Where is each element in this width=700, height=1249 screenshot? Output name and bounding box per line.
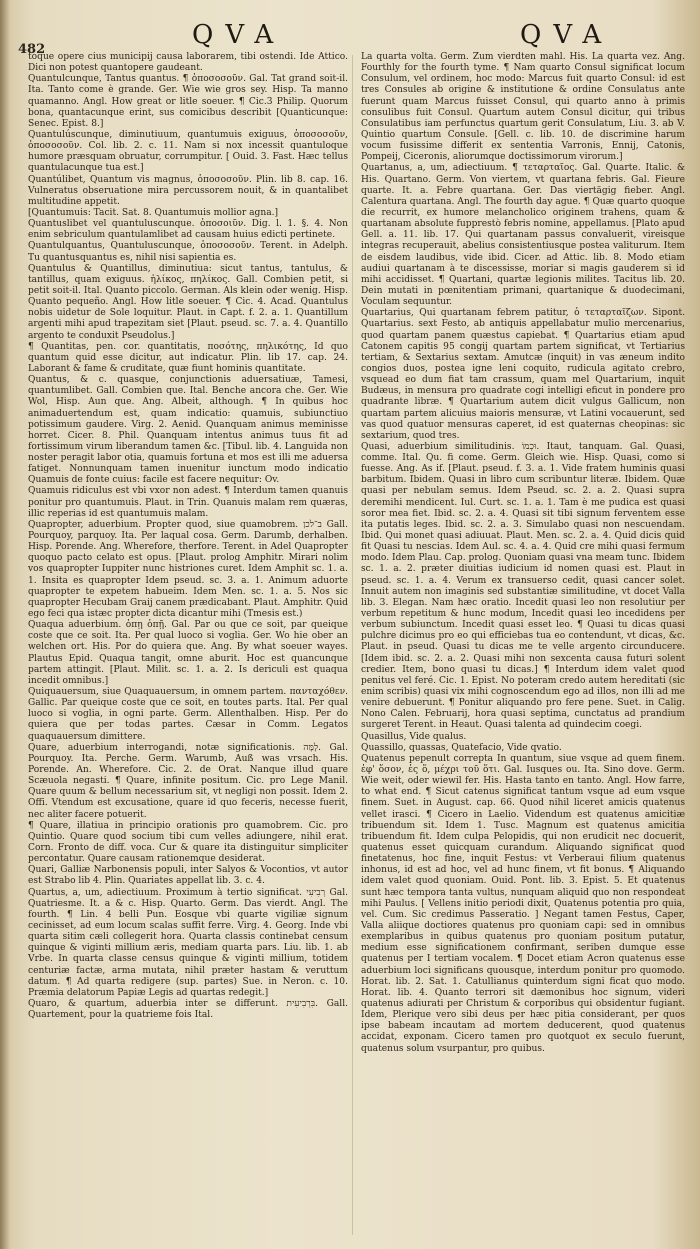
dictionary-entry: Quantus, & c. quasque, conjunctionis aduersatiuæ, Tamesi, quantumlibet. Gall. Combien que. Ital. Benche ancora che. Ger. Wie Wol, Hisp. Aun que. Ang. Albeit, although. ¶ In quibus hoc animaduertendum est, quam indicatio: quamuis, subiunctiuo potissimum gaudere. Virg. 2. Aenid. Quanquam animus meminisse horret. Cicer. 8. Phil. Quanquam intentus animus tuus fit ad fortissimum virum liberandum tamen &c. [Tibul. lib. 4. Languida non noster peragit labor otia, quamuis fortuna et mos est illi me aduersa fatiget. Nonnunquam tamen inuenitur iunctum modo indicatio Quamuis de fonte cuius: facile est facere nequitur: Ov.: [28, 375, 348, 486]
right-column: [361, 52, 685, 1242]
dictionary-entry: [Quantumuis: Tacit. Sat. 8. Quantumuis mollior agna.]: [28, 207, 279, 218]
dictionary-entry: Quassillo, quassas, Quatefacio, Vide qvatio.: [361, 742, 562, 753]
dictionary-entry: Quartus, a, um, adiectiuum. Proximum à tertio significat. רְבִיעִי Gal. Quatriesme. It. a & c. Hisp. Quarto. Germ. Das vierdt. Angl. The fourth. ¶ Lin. 4 belli Pun. Eosque vbi quarte vigiliæ signum cecinisset, ad eum locum scalas suffit ferre. Virg. 4. Georg. Inde vbi quarta sitim cæli collegerit hora. Quarta classis continebat censum quinque & viginti millium æris, mediam quarta pars. Liu. lib. 1. ab Vrbe. In quarta classe census quinque & viginti millium, totidem centuriæ factæ, arma mutata, nihil præter hastam & veruttum datum. ¶ Ad quarta redigere (sup. partes) Sue. in Neron. c. 10. Præmia delatorum Papiæ Legis ad quartas redegit.]: [28, 887, 348, 998]
dictionary-entry: toque opere cius municipij causa laborarem, tibi ostendi. Ide Attico. Dici non potest quantopere gaudeant.: [28, 52, 348, 74]
dictionary-entry: Quamuis ridiculus est vbi vxor non adest. ¶ Interdum tamen quanuis ponitur pro quantumuis. Plaut. in Trin. Quanuis malam rem quæras, illic reperias id est quantumuis malam.: [28, 486, 348, 519]
dictionary-entry: Quartarius, Qui quartanam febrem patitur, ὁ τεταρταῖζων. Sipont. Quartarius. sext Festo, ab antiquis appellabatur mulio mercenarius, quod quartam panem quæstus capiebat. ¶ Quartarius etiam apud Catonem capitis 95 congij quartam partem significat, vt Tertiarius tertiam, & Sextarius sextam. Amutcæ (inquit) in vas æneum indito congios duos, postea igne leni coquito, rudicula agitato crebro, vsquead eo dum fiat tam crassum, quam mel Quartarium, inquit Budæus, in mensura pro quadrate cogi intelligi eficut in pondere pro quadrante libræ. ¶ Quartarium autem dicit vulgus Gallicum, non quartam partem alicuius maioris mensuræ, vt Latini vocauerunt, sed vas quod quatuor mensuras caperet, id est quaternas cheopinas: sic sextarium, quod tres.: [361, 308, 685, 441]
page-number: 482: [18, 42, 46, 57]
dictionary-entry: Quaqua aduerbium. ὁπῃ ὁπῇ. Gal. Par ou que ce soit, par queique coste que ce soit. Ita. Per qual luoco si voglia. Ger. Wo hie ober an welchen ort. His. Por do quiera que. Ang. By what soeuer wayes. Plautus Epid. Quaqua tangit, omne aburit. Hoc est quancunque partem attingit. [Plaut. Milit. sc. 1. a. 2. Is dericuli est quaqua incedit omnibus.]: [28, 620, 348, 686]
dictionary-entry: Quantulúscunque, diminutiuum, quantumuis exiguus, ὁποσοσοῦν, ὁποσοσοῦν. Col. lib. 2. c. 11. Nam si nox incessit quantuloque humore præsquam obruatur, corrumpitur. [ Ouid. 3. Fast. Hæc tellus quantulacunque tua est.]: [28, 129, 348, 174]
dictionary-entry: Quantuslibet vel quantuluscunque. ὁποσοιῦν. Dig. l. 1. §. 4. Non enim sebriculum quantulamlibet ad causam huius edicti pertinete.: [28, 219, 348, 241]
dictionary-entry: La quarta volta. Germ. Zum vierdten mahl. His. La quarta vez. Ang. Fourthly for the fourth tyme. ¶ Nam quarto Consul significat locum Consulum, vel ordinem, hoc modo: Marcus fuit quarto Consul: id est tres Consules ab origine & institutione & ordine Consulatus ante fuerunt quam Marcus fuisset Consul, qui quarto anno à primis consulibus fuit Consul. Quartum autem Consul dicitur, qui tribus Consulatibus iam perfunctus quartum gerit Consulatum, Liu. 3. ab V. Quintio quartum Consule. [Gell. c. lib. 10. de discrimine harum vocum fusissime differit ex sententia Varronis, Ennij, Catonis, Pompeij, Ciceronis, aliorumque doctissimorum virorum.]: [361, 52, 685, 163]
dictionary-entry: Quantulcunque, Tantus quantus. ¶ ὁποσοσοῦν. Gal. Tat grand soit-il. Ita. Tanto come è grande. Ger. Wie wie gros sey. Hisp. Ta manno quamanno. Angl. How great or litle soeuer. ¶ Cic.3 Philip. Quorum bona, quantacunque erint, sus comicibus describit [Quanticunque: Senec. Epist. 8.]: [28, 74, 348, 129]
running-head-right: QVA: [520, 20, 614, 50]
column-divider: [352, 55, 353, 1235]
dictionary-entry: Quapropter, aduerbium. Propter quod, siue quamobrem. ב־לכן Gall. Pourquoy, parquoy. Ita. Per laqual cosa. Germ. Darumb, derhalben. Hisp. Porende. Ang. Wherefore, therfore. Terent. in Adel Quapropter quoquo pacto celato est opus. [Plaut. prolog Amphitr. Mirari nolim vos quapropter Iuppiter nunc histriones curet. Idem Amphit sc. 1. a. 1. Insita es quapropter Idem pseud. sc. 3. a. 1. Animum aduorte quapropter te expetem habueim. Idem Men. sc. 1. a. 5. Nos sic quapropter Hecubam Graij canem prædicabant. Plaut. Amphitr. Quid ego feci qua istæc propter dicta dicantur mihi (Tmesis est.): [28, 519, 348, 620]
dictionary-entry: Quatenus pepenult correpta In quantum, siue vsque ad quem finem. ἐφ' ὅσον, ἐς ὅ, μέχρι τοῦ ὅτι. Gal. Iusques ou. Ita. Sino dove. Germ. Wie weit, oder wiewil fer. His. Hasta tanto en tanto. Angl. How farre, to what end. ¶ Sicut catenus significat tantum vsque ad eum vsque finem. Suet. in August. cap. 66. Quod nihil liceret amicis quatenus vellet irasci. ¶ Cicero in Laelio. Videndum est quatenus amicitiæ tribuendum sit. Idem 1. Tusc. Magnum est quatenus amicitia tribuendum fit. Idem culpa Pelopidis, qui non erudicit nec docuerit, quatenus esset quicquam curandum. Aliquando significat quod finetatenus, hoc fine, inquit Festus: vt Verberaui filium quatenus inhonus, id est ad hoc, vel ad hunc finem, vt fit bonus. ¶ Aliquando idem valet quod quoniam. Ouid. Pont. lib. 3. Epist. 5. Et quatenus sunt hæc tempora tanta vultus, nunquam aliquid quo non respondeat mihi Paulus. [ Vellens initio periodi dixit, Quatenus potentia pro quia, vel. Cum. Sic credimus Passeratio. ] Negant tamen Festus, Caper, Valla aliique doctiores quatenus pro quoniam capi: sed in omnibus exemplaribus in quibus quatenus pro quoniam positum putatur, medium esse significationem confirmant, seriben dumque esse quatenus per I tertiam vocalem. ¶ Docet etiam Acron quatenus esse aduerbium loci significans quousque, interdum ponitur pro quomodo. Horat. lib. 2. Sat. 1. Catullianus quinterdum signi ficat quo modo. Horat. lib. 4. Quanto terrori sit dæmonibus hoc signum, videri quatenus adiurati per Christum & corporibus qui obsidentur fugiant. Idem, Plerique vero sibi deus per hæc pitia considerant, per quos ipse babeam incautam ad mortem deducerent, quod quatenus accidat, exponam. Cicero tamen pro quotquot ex seculo fuerunt, quatenus solum vsurpantur, pro quibus.: [361, 753, 685, 1054]
running-head-left: QVA: [192, 20, 286, 50]
dictionary-entry: ¶ Quare, illatiua in principio orationis pro quamobrem. Cic. pro Quintio. Quare quod socium tibi cum velles adiungere, nihil erat. Corn. Fronto de diff. voca. Cur & quare ita distinguitur simpliciter percontatur. Quare causam rationemque desiderat.: [28, 820, 348, 865]
dictionary-entry: Quantúlibet, Quantum vis magnus, ὁποσοσοῦν. Plin. lib 8. cap. 16. Vulneratus obseruatione mira percussorem nouit, & in quantalibet multitudine appetit.: [28, 174, 348, 207]
dictionary-entry: Quasi, aduerbium similitudinis. וּכְמוֹ. Itaut, tanquam. Gal. Quasi, comme. Ital. Qu. fi come. Germ. Gleich wie. Hisp. Quasi, como si fuesse. Ang. As if. [Plaut. pseud. f. 3. a. 1. Vide fratem huminis quasi barbitum. Ibidem. Quasi in libro cum scribuntur literæ. Ibidem. Quæ quasi per nebulam semus. Idem Pseud. sc. 2. a. 2. Quasi supra deremihi mendicent. Iul. Curt. sc. 1. a. 1. Tam è me pudica est quasi soror mea fiet. Ibid. sc. 2. a. 4. Quasi sit tibi signum ferventem esse ita putatis leges. Ibid. sc. 2. a. 3. Simulabo quasi non nescuendam. Ibid. Qui monet quasi adiuuat. Plaut. Men. sc. 2. a. 4. Quid dicis quid fit Quasi tu nescias. Idem Aul. sc. 4. a. 4. Quid cre mihi quasi fermum modo. Idem Plau. Cap. prolog. Quoniam quasi vna meam tunc. Ibidem sc. 1. a. 2. præter diuitias iudicium id nomen quasi est. Plaut in pseud. sc. 1. a. 4. Verum ex transuerso cedit, quasi cancer solet. Innuit autem non imaginis sed substantiæ similitudine, vt docet Valla lib. 3. Elegan. Nam hæc oratio. Incedit quasi leo non resolutiur per verbum repetitum & hunc modum, Incedit quasi leo incedidens per verbum subiunctum. Incedit quasi esset leo. ¶ Quasi tu dicas quasi pulchre dicimus pro eo qui efficiebas tua eo contendunt, vt dicas, &c. Plaut. in pseud. Quasi tu dicas me te velle argento circunducere. [Idem ibid. sc. 2. a. 2. Quasi mihi non sexcenta causa futuri solent credier. Item, bono quasi tu dicas.] ¶ Interdum idem valet quod penitus vel feré. Cic. 1. Epist. No poteram credo autem hereditati (sic enim scribis) quasi vix mihi cognoscendum ego ad illos, non illi ad me venire debuerunt. ¶ Ponitur aliquando pro fere pene. Suet. in Calig. Nono Calen. Februarij, hora quasi septima, cunctatus ad prandium surgeret Terent. in Heaut. Quasi talenta ad quindecim coegi.: [361, 441, 685, 731]
dictionary-entry: Quiquauersum, siue Quaquauersum, in omnem partem. πανταχόθεν. Gallic. Par queique coste que ce soit, en toutes parts. Ital. Per qual luoco si voglia, in ogni parte. Germ. Allenthalben. Hisp. Per do quiera que per todas partes. Cæsar in Comm. Legatos quaquauersum dimittere.: [28, 687, 348, 742]
dictionary-entry: Quartanus, a, um, adiectiuum. ¶ τεταρταῖος. Gal. Quarte. Italic. & His. Quartano. Germ. Von viertem, vt quartana febris. Gal. Fieure quarte. It. a. Febre quartana. Ger. Das viertägig fieber. Angl. Calentura quartana. Angl. The fourth day ague. ¶ Quæ quarto quoque die recurrit, ex humore melancholico originem trahens, quam & quartanam absolute fupprestò febris nomine, appellamus. [Plato apud Gell. a. 11. lib. 17. Qui quartanam passus convaluerit, vireisque integras recuperauit, abelius consistentiusque postea valiturum. Item de eisdem laudibus, vide ibid. Cicer. ad Attic. lib. 8. Modo etiam audiui quartanam à te discessisse, moriar si magis gauderem si id mihi accidisset. ¶ Quartani, quartæ legionis milites. Tacitus lib. 20. Dein mutati in pœnitentiam primani, quartanique & duodecimani, Voculam sequuntur.: [361, 163, 685, 308]
left-column: [28, 52, 348, 1242]
dictionary-entry: Quasillus, Vide qualus.: [361, 731, 467, 742]
page-gutter: [0, 0, 10, 1249]
dictionary-entry: Quare, aduerbium interrogandi, notæ significationis. לָמָּה. Gal. Pourquoy. Ita. Perche. Germ. Warumb, Auß was vrsach. His. Porende. An. Wherefore. Cic. 2. de Orat. Nanque illud quare Scæuola negasti. ¶ Quare, infinite positum. Cic. pro Lege Manil. Quare quum & bellum necessarium sit, vt negligi non possit. Idem 2. Offi. Vtendum est excusatione, quare id quo feceris, necesse fuerit, nec aliter facere potuerit.: [28, 742, 348, 820]
dictionary-entry: Quantulquantus, Quantuluscunque, ὁποσοσοῦν. Terent. in Adelph. Tu quantusquantus es, nihil nisi sapientia es.: [28, 241, 348, 263]
dictionary-entry: Quari, Galliæ Narbonensis populi, inter Salyos & Vocontios, vt autor est Strabo lib 4. Plin. Quariates appellat lib. 3. c. 4.: [28, 865, 348, 887]
dictionary-entry: Quantulus & Quantillus, diminutiua: sicut tantus, tantulus, & tantillus, quam exiguus. ἡλίκος, πηλίκος. Gall. Combien petit, si petit soit-il. Ital. Quanto piccolo. German. Als klein oder wenig. Hisp. Quanto pequeño. Angl. How litle soeuer. ¶ Cic. 4. Acad. Quantulus nobis uidetur de Sole loquitur. Plaut. in Capt. f. 2. a. 1. Quantillum argenti mihi apud trapezitam siet [Plaut. pseud. sc. 7. a. 4. Quantillo argento te conduxit Pseudolus.]: [28, 263, 348, 341]
dictionary-entry: Quaro, & quartum, aduerbia inter se differunt. בִּרְבִיעִית. Gall. Quartement, pour la quatrieme fois Ital.: [28, 998, 348, 1021]
dictionary-entry: ¶ Quantitas, pen. cor. quantitatis, ποσότης, πηλικότης, Id quo quantum quid esse dicitur, aut indicatur. Plin. lib 17. cap. 24. Laborant & fame & cruditate, quæ fiunt hominis quantitate.: [28, 341, 348, 374]
